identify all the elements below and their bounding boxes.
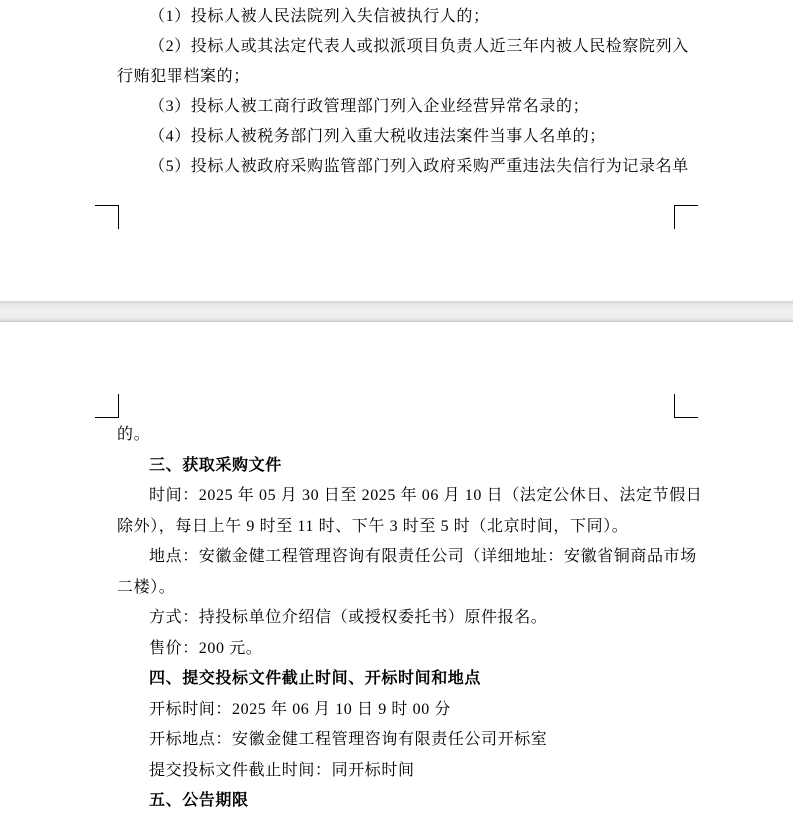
- document-line: 方式：持投标单位介绍信（或授权委托书）原件报名。: [149, 609, 548, 626]
- page-break-gap: [0, 301, 793, 322]
- document-line: 开标地点：安徽金健工程管理咨询有限责任公司开标室: [149, 731, 548, 748]
- document-line: （1）投标人被人民法院列入失信被执行人的；: [149, 8, 490, 25]
- document-line: （2）投标人或其法定代表人或拟派项目负责人近三年内被人民检察院列入: [149, 38, 689, 55]
- document-line: 售价：200 元。: [149, 639, 263, 657]
- text-boundary-mark-page2-top-right: [674, 394, 698, 418]
- document-line: 提交投标文件截止时间：同开标时间: [149, 761, 415, 779]
- text-boundary-mark-page2-top-left: [95, 394, 119, 418]
- document-line: 除外），每日上午 9 时至 11 时、下午 3 时至 5 时（北京时间，下同）。: [117, 517, 629, 535]
- document-line: 时间：2025 年 05 月 30 日至 2025 年 06 月 10 日（法定公休日、法定节假日: [149, 487, 703, 504]
- page2-text-block: [117, 420, 757, 817]
- document-line: 地点：安徽金健工程管理咨询有限责任公司（详细地址：安徽省铜商品市场: [149, 548, 697, 565]
- document-line: （5）投标人被政府采购监管部门列入政府采购严重违法失信行为记录名单: [149, 158, 689, 175]
- text-boundary-mark-page1-bottom-right: [674, 205, 698, 229]
- page1-text-block: [117, 2, 757, 182]
- section-heading: 三、获取采购文件: [149, 456, 282, 474]
- document-line: 开标时间：2025 年 06 月 10 日 9 时 00 分: [149, 700, 452, 718]
- document-line: 行贿犯罪档案的；: [117, 68, 250, 85]
- document-line: （4）投标人被税务部门列入重大税收违法案件当事人名单的；: [149, 128, 606, 145]
- text-boundary-mark-page1-bottom-left: [95, 205, 119, 229]
- document-line: （3）投标人被工商行政管理部门列入企业经营异常名录的；: [149, 98, 590, 115]
- document-line: 的。: [117, 426, 151, 443]
- document-line: 二楼）。: [117, 578, 176, 596]
- section-heading: 五、公告期限: [149, 792, 249, 809]
- section-heading: 四、提交投标文件截止时间、开标时间和地点: [149, 670, 482, 687]
